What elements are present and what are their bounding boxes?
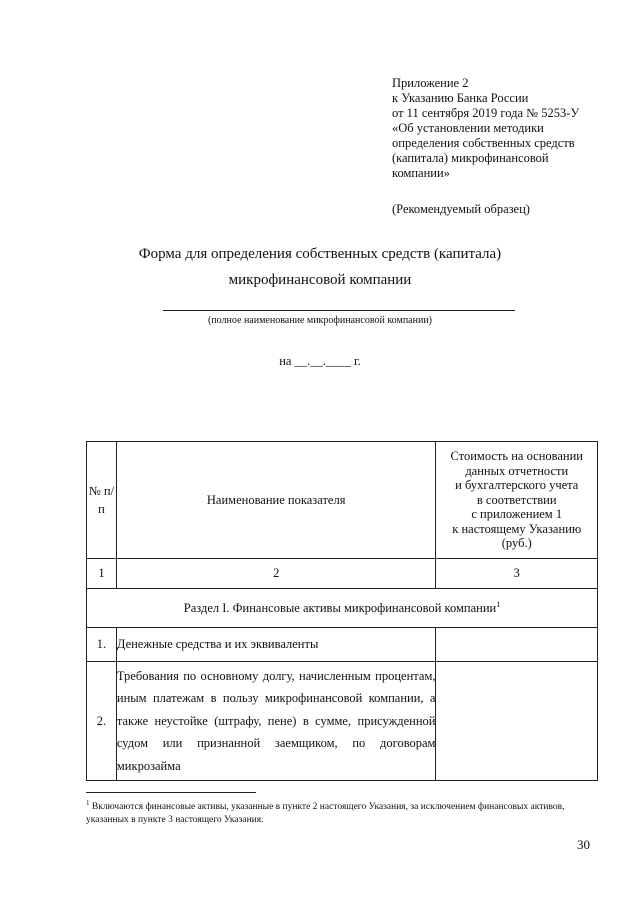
appendix-line: (капитала) микрофинансовой [392,151,549,165]
header-value-line: с приложением 1 [471,507,563,522]
footnote-mark: 1 [86,799,90,807]
header-value-line: в соответствии [476,492,557,507]
header-value-line: и бухгалтерского учета [455,478,579,493]
column-index-row [87,559,598,589]
appendix-line: от 11 сентября 2019 года № 5253-У [392,106,580,120]
appendix-line: Приложение 2 [392,76,469,90]
appendix-line: «Об установлении методики [392,121,544,135]
column-index-3: 3 [436,559,598,589]
company-name-blank-line [163,310,515,311]
report-date-line: на __.__.____ г. [279,354,361,368]
column-index-1: 1 [87,559,117,589]
appendix-header [392,76,579,181]
section-title-cell [87,589,598,628]
indicator-table [86,441,598,781]
header-value-line: данных отчетности [465,463,569,478]
header-value-line: (руб.) [501,536,532,551]
section-row [87,589,598,628]
table-row [87,662,598,781]
footnote [86,797,598,826]
row-num: 1. [87,628,117,662]
form-title-line-2: микрофинансовой компании [228,272,412,288]
appendix-line: определения собственных средств [392,136,575,150]
form-title-line-1: Форма для определения собственных средств (капитала) [138,246,502,262]
table-row [87,628,598,662]
row-name: Требования по основному долгу, начисленным процентам, иным платежам в пользу микрофинансовой компании, а также неустойке (штрафу, пене) в сумме, присужденной судом или признанной заемщиком, по договорам микрозайма [116,662,436,781]
company-name-caption: (полное наименование микрофинансовой компании) [208,315,432,326]
sample-note: (Рекомендуемый образец) [392,202,530,216]
appendix-line: компании» [392,166,450,180]
page-number: 30 [577,837,590,852]
header-value-line: Стоимость на основании [450,449,583,464]
appendix-line: к Указанию Банка России [392,91,529,105]
section-title: Раздел I. Финансовые активы микрофинансовой компании [183,601,497,616]
footnote-separator [86,792,256,793]
footnote-text: Включаются финансовые активы, указанные в пункте 2 настоящего Указания, за исключением финансовых активов, указанных в пункте 3 настоящего Указания. [86,802,565,825]
row-name: Денежные средства и их эквиваленты [116,628,436,662]
row-value-cell[interactable] [436,662,598,781]
section-footnote-mark: 1 [496,599,501,609]
row-num: 2. [87,662,117,781]
header-num-cell: № п/п [87,442,117,559]
row-value-cell[interactable] [436,628,598,662]
header-name-cell: Наименование показателя [116,442,436,559]
header-value-cell [436,442,598,559]
header-value-line: к настоящему Указанию [452,521,582,536]
table-header-row [87,442,598,559]
column-index-2: 2 [116,559,436,589]
